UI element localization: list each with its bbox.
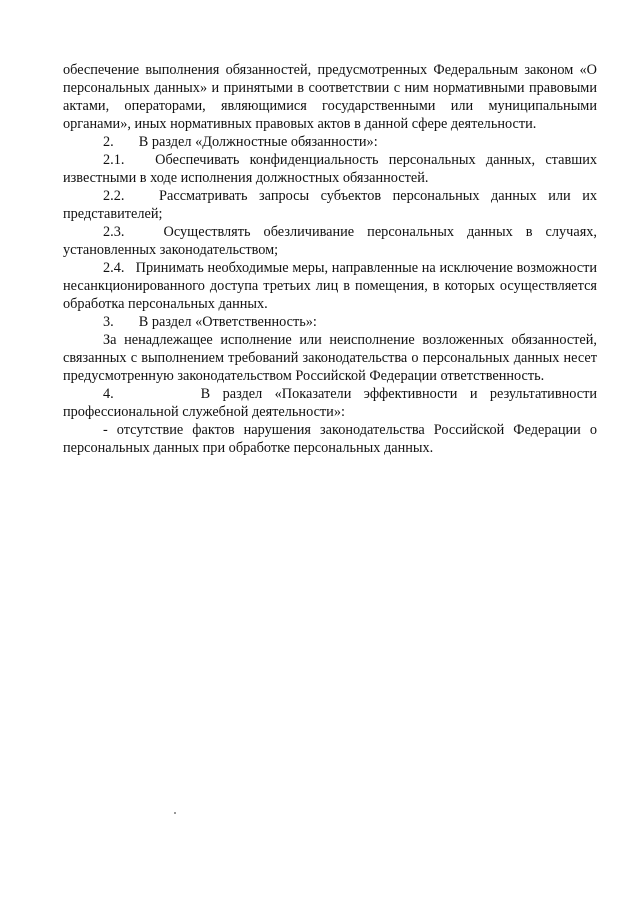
paragraph-item-2-1: 2.1. Обеспечивать конфиденциальность персональных данных, ставших известными в ходе исполнения должностных обязанностей. <box>63 152 597 186</box>
paragraph-section-2: 2. В раздел «Должностные обязанности»: <box>103 134 378 150</box>
paragraph-item-2-4: 2.4. Принимать необходимые меры, направленные на исключение возможности несанкционированного доступа третьих лиц в помещения, в которых осуществляется обработка персональных данных. <box>63 260 597 312</box>
document-body <box>63 61 597 457</box>
paragraph-indicator: - отсутствие фактов нарушения законодательства Российской Федерации о персональных данных при обработке персональных данных. <box>63 422 597 456</box>
paragraph-responsibility: За ненадлежащее исполнение или неисполнение возложенных обязанностей, связанных с выполнением требований законодательства о персональных данных несет предусмотренную законодательством Российской Федерации ответственность. <box>63 332 597 384</box>
paragraph-item-2-3: 2.3. Осуществлять обезличивание персональных данных в случаях, установленных законодательством; <box>63 224 597 258</box>
paragraph-section-4: 4. В раздел «Показатели эффективности и результативности профессиональной служебной деятельности»: <box>63 386 597 420</box>
paragraph-item-2-2: 2.2. Рассматривать запросы субъектов персональных данных или их представителей; <box>63 188 597 222</box>
paragraph-section-3: 3. В раздел «Ответственность»: <box>103 314 317 330</box>
paragraph-intro: обеспечение выполнения обязанностей, предусмотренных Федеральным законом «О персональных данных» и принятыми в соответствии с ним нормативными правовыми актами, операторами, являющимися государственными или муниципальными органами», иных нормативных правовых актов в данной сфере деятельности. <box>63 62 597 132</box>
scan-speck <box>174 812 176 814</box>
